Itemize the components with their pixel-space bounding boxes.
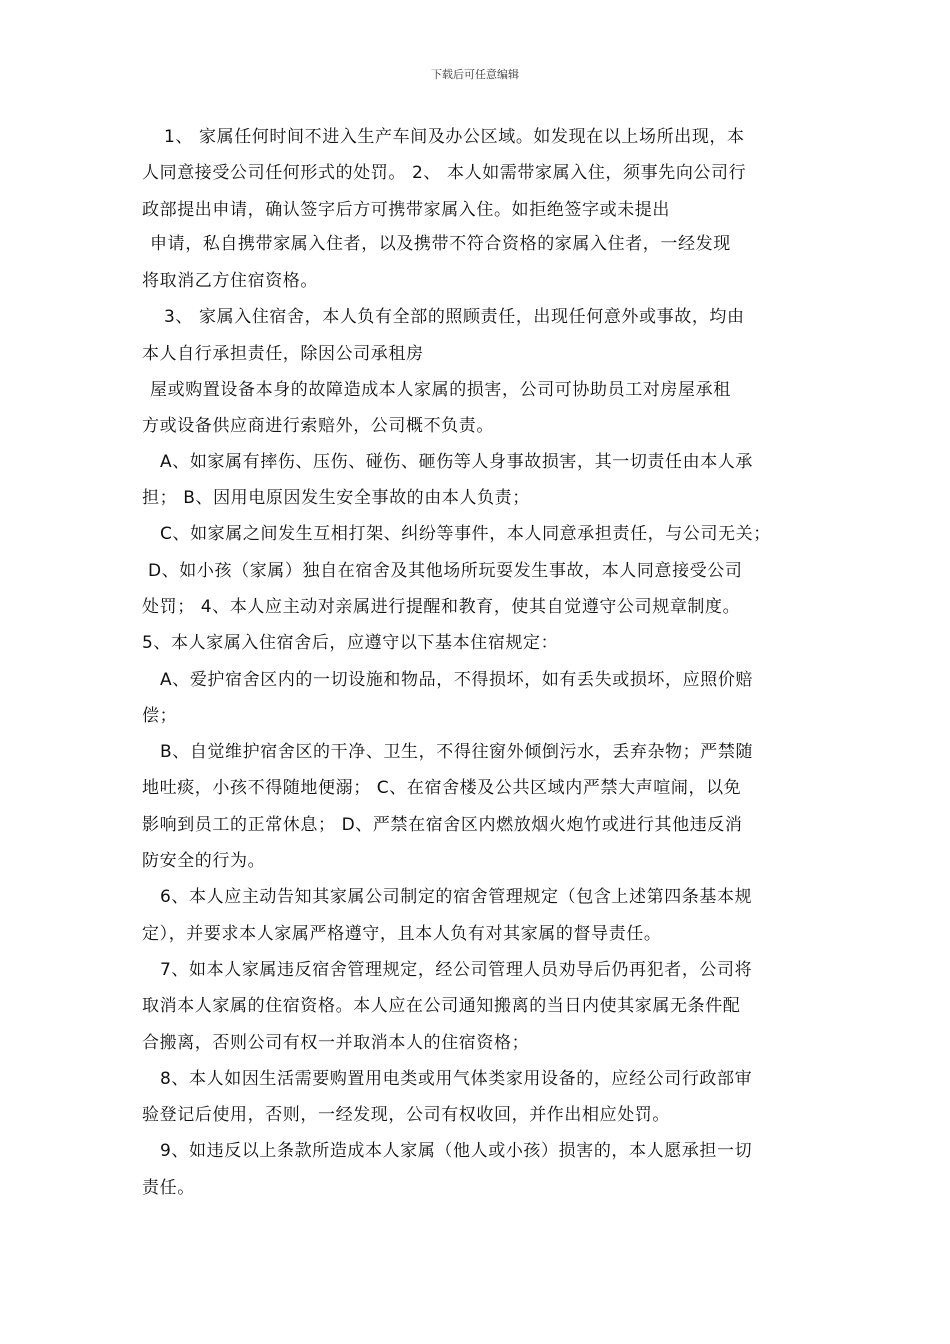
text-line: A、如家属有摔伤、压伤、碰伤、砸伤等人身事故损害，其一切责任由本人承 [160, 452, 754, 472]
text-line: 7、如本人家属违反宿舍管理规定，经公司管理人员劝导后仍再犯者，公司将 [160, 960, 753, 980]
text-line: 责任。 [142, 1178, 195, 1198]
text-line: 偿； [142, 706, 178, 726]
text-line: C、如家属之间发生互相打架、纠纷等事件，本人同意承担责任，与公司无关； [160, 524, 771, 544]
text-line: 8、本人如因生活需要购置用电类或用气体类家用设备的，应经公司行政部审 [160, 1069, 753, 1089]
text-line: 影响到员工的正常休息； D、严禁在宿舍区内燃放烟火炮竹或进行其他违反消 [142, 815, 743, 835]
text-line: 9、如违反以上条款所造成本人家属（他人或小孩）损害的，本人愿承担一切 [160, 1141, 753, 1161]
text-line: 1、 家属任何时间不进入生产车间及办公区域。如发现在以上场所出现，本 [164, 127, 745, 147]
text-line: 方或设备供应商进行索赔外，公司概不负责。 [142, 416, 494, 436]
text-line: 人同意接受公司任何形式的处罚。 2、 本人如需带家属入住，须事先向公司行 [142, 163, 747, 183]
text-line: D、如小孩（家属）独自在宿舍及其他场所玩耍发生事故，本人同意接受公司 [148, 561, 743, 581]
text-line: 验登记后使用，否则，一经发现，公司有权收回，并作出相应处罚。 [142, 1105, 670, 1125]
text-line: 本人自行承担责任，除因公司承租房 [142, 344, 424, 364]
text-line: 取消本人家属的住宿资格。本人应在公司通知搬离的当日内使其家属无条件配 [142, 996, 741, 1016]
text-line: B、自觉维护宿舍区的干净、卫生，不得往窗外倾倒污水，丢弃杂物；严禁随 [160, 742, 754, 762]
text-line: 合搬离，否则公司有权一并取消本人的住宿资格； [142, 1033, 530, 1053]
page-header: 下载后可任意编辑 [431, 68, 519, 81]
text-line: 担； B、因用电原因发生安全事故的由本人负责； [142, 488, 530, 508]
text-line: 定），并要求本人家属严格遵守，且本人负有对其家属的督导责任。 [142, 924, 662, 944]
text-line: 屋或购置设备本身的故障造成本人家属的损害，公司可协助员工对房屋承租 [150, 380, 731, 400]
text-line: 3、 家属入住宿舍，本人负有全部的照顾责任，出现任何意外或事故，均由 [164, 307, 745, 327]
text-line: 6、本人应主动告知其家属公司制定的宿舍管理规定（包含上述第四条基本规 [160, 887, 753, 907]
text-line: 申请，私自携带家属入住者，以及携带不符合资格的家属入住者，一经发现 [150, 234, 731, 254]
text-line: A、爱护宿舍区内的一切设施和物品，不得损坏，如有丢失或损坏，应照价赔 [160, 670, 754, 690]
text-line: 5、本人家属入住宿舍后，应遵守以下基本住宿规定： [142, 633, 559, 653]
text-line: 将取消乙方住宿资格。 [142, 271, 318, 291]
text-line: 政部提出申请，确认签字后方可携带家属入住。如拒绝签字或未提出 [142, 200, 670, 220]
text-line: 地吐痰，小孩不得随地便溺； C、在宿舍楼及公共区域内严禁大声喧闹，以免 [142, 778, 742, 798]
text-line: 防安全的行为。 [142, 851, 266, 871]
text-line: 处罚； 4、本人应主动对亲属进行提醒和教育，使其自觉遵守公司规章制度。 [142, 597, 741, 617]
